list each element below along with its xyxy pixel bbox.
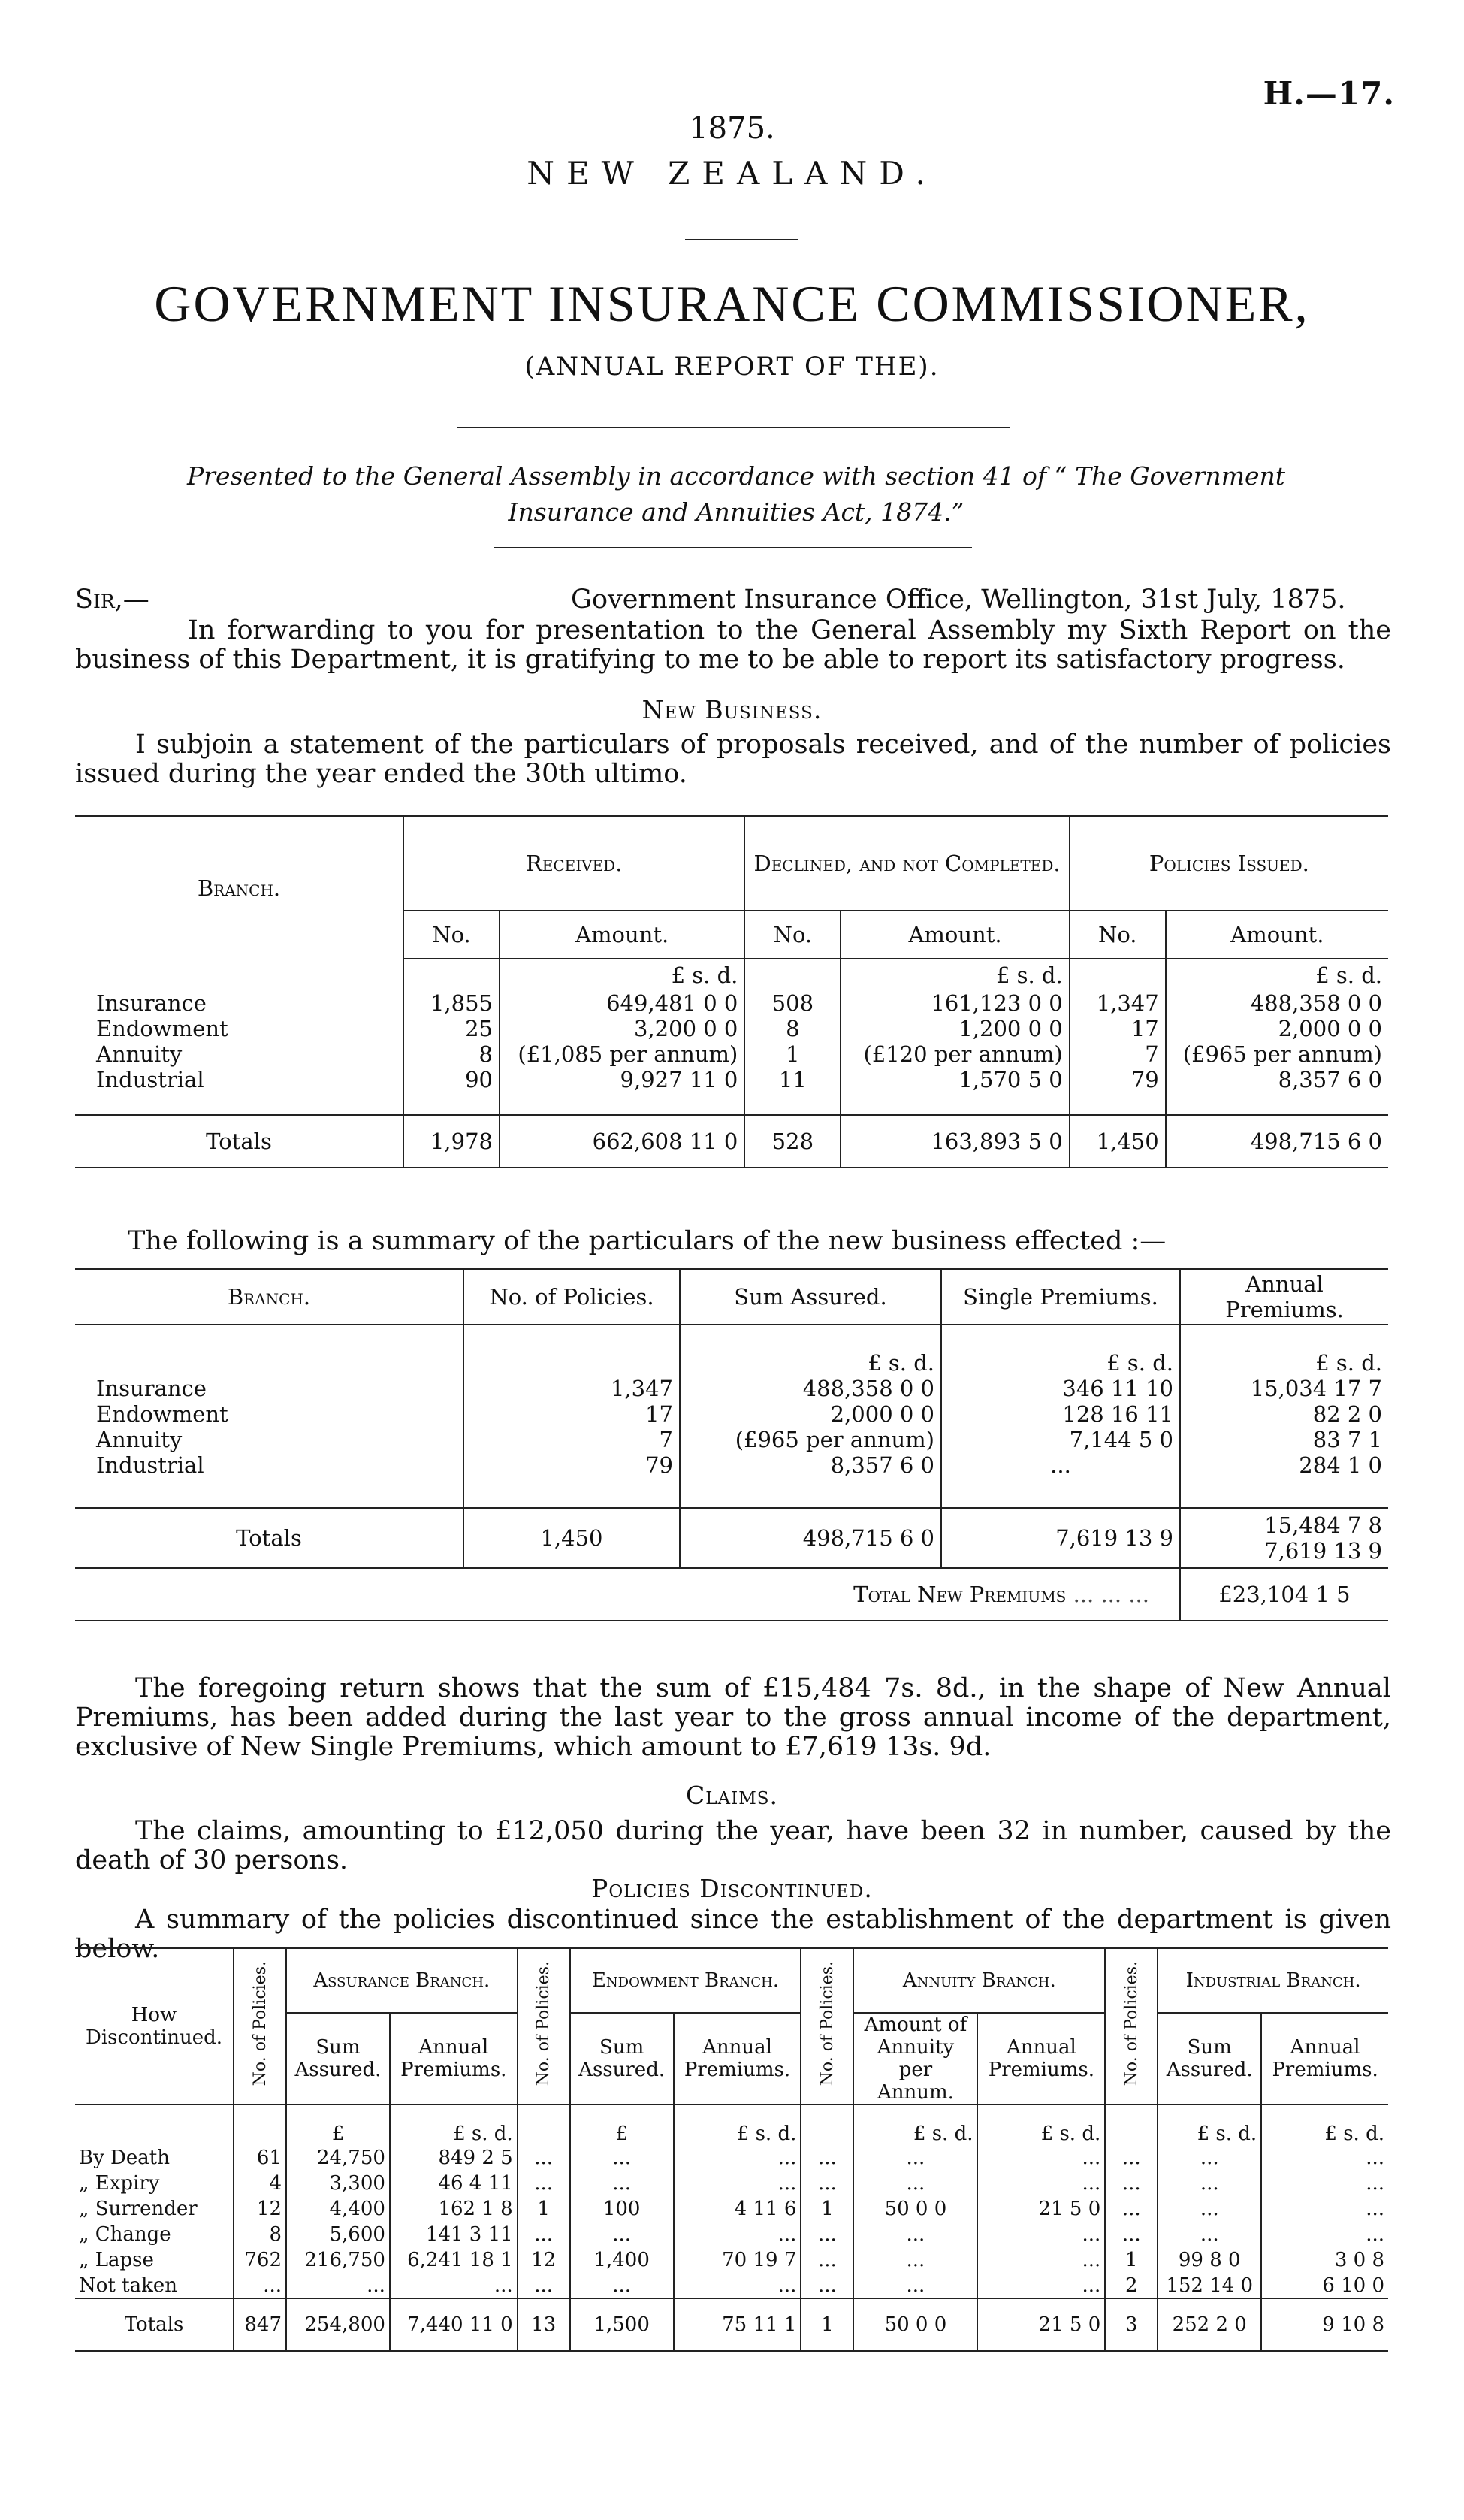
cell: 12 xyxy=(234,2196,286,2222)
paragraph-intro: In forwarding to you for presentation to the General Assembly my Sixth Report on the business of this Department, it is gratifying to me to be able to report its satisfactory progress. xyxy=(75,615,1391,675)
branch-cell: Insurance xyxy=(96,1376,207,1401)
cell: ... xyxy=(286,2273,390,2298)
table-row xyxy=(75,1041,1388,1067)
col-assurance-no xyxy=(234,1948,286,2105)
cell: 508 xyxy=(744,990,841,1016)
country-heading: NEW ZEALAND. xyxy=(527,155,937,192)
paragraph-claims: The claims, amounting to £12,050 during the year, have been 32 in number, caused by the death of 30 persons. xyxy=(75,1816,1391,1875)
branch-cell: Annuity xyxy=(96,1427,183,1452)
cell: ... xyxy=(674,2273,801,2298)
divider xyxy=(457,427,1010,428)
total-new-premiums-row xyxy=(75,1568,1388,1621)
cell: ... xyxy=(234,2273,286,2298)
report-title: GOVERNMENT INSURANCE COMMISSIONER, xyxy=(154,275,1310,332)
cell: 1 xyxy=(744,1041,841,1067)
cell: 128 16 11 xyxy=(941,1401,1180,1427)
cell: ... xyxy=(1158,2171,1261,2196)
presented-line-2: Insurance and Annuities Act, 1874.” xyxy=(508,497,964,527)
col-annuity-no xyxy=(801,1948,853,2105)
discontinued-table xyxy=(75,1947,1388,2352)
cell: 24,750 xyxy=(286,2145,390,2171)
cell: ... xyxy=(1261,2196,1388,2222)
units: £ s. d. xyxy=(841,959,1069,990)
cell: ... xyxy=(1261,2145,1388,2171)
cell: ... xyxy=(1261,2171,1388,2196)
heading-claims: Claims. xyxy=(685,1781,778,1810)
col-assurance-annual: Annual Premiums. xyxy=(390,2013,518,2105)
summary-intro: The following is a summary of the particulars of the new business effected :— xyxy=(128,1226,1167,1256)
cell: ... xyxy=(570,2171,674,2196)
table-row xyxy=(75,2196,1388,2222)
cell: 15,034 17 7 xyxy=(1180,1376,1388,1401)
cell: 3 xyxy=(1105,2298,1158,2351)
cell: 1,347 xyxy=(463,1376,680,1401)
presented-note xyxy=(150,458,1322,530)
cell: 17 xyxy=(463,1401,680,1427)
totals-row xyxy=(75,2298,1388,2351)
col-issued: Policies Issued. xyxy=(1070,816,1388,911)
units: £ s. d. xyxy=(853,2105,977,2145)
presented-line-1: Presented to the General Assembly in accordance with section 41 of “ The Government xyxy=(186,461,1286,491)
col-assurance: Assurance Branch. xyxy=(286,1948,518,2013)
report-subtitle: (ANNUAL REPORT OF THE). xyxy=(524,352,940,382)
cell: ... xyxy=(1158,2145,1261,2171)
cell: 498,715 6 0 xyxy=(680,1508,941,1568)
cell: 4 xyxy=(234,2171,286,2196)
how-cell: By Death xyxy=(79,2147,170,2169)
totals-label: Totals xyxy=(124,2313,184,2336)
cell: ... xyxy=(977,2145,1105,2171)
cell: 3 0 8 xyxy=(1261,2247,1388,2273)
branch-cell: Insurance xyxy=(96,990,207,1016)
units: £ s. d. xyxy=(941,1325,1180,1376)
annual-total-line: 7,619 13 9 xyxy=(1264,1538,1382,1564)
table-row xyxy=(75,2273,1388,2298)
col-endowment-annual: Annual Premiums. xyxy=(674,2013,801,2105)
cell: 762 xyxy=(234,2247,286,2273)
units: £ xyxy=(286,2105,390,2145)
cell: 5,600 xyxy=(286,2222,390,2247)
units: £ s. d. xyxy=(680,1325,941,1376)
new-business-table xyxy=(75,815,1388,1168)
cell: 4 11 6 xyxy=(674,2196,801,2222)
cell: 1,500 xyxy=(570,2298,674,2351)
cell: 252 2 0 xyxy=(1158,2298,1261,2351)
table-row xyxy=(75,1427,1388,1452)
totals-row xyxy=(75,1115,1388,1168)
cell: 7 xyxy=(463,1427,680,1452)
units: £ s. d. xyxy=(390,2105,518,2145)
col-assurance-no-label: No. of Policies. xyxy=(250,1961,270,2086)
cell: 162 1 8 xyxy=(390,2196,518,2222)
col-annuity-amount: Amount of Annuity per Annum. xyxy=(853,2013,977,2105)
units: £ s. d. xyxy=(500,959,744,990)
col-annuity-annual: Annual Premiums. xyxy=(977,2013,1105,2105)
units: £ s. d. xyxy=(1180,1325,1388,1376)
paragraph-foregoing: The foregoing return shows that the sum of £15,484 7s. 8d., in the shape of New Annual Premiums, has been added during the last year to the gross annual income of the department, exclusive of New Single Premiums, which amount to £7,619 13s. 9d. xyxy=(75,1673,1391,1762)
cell: ... xyxy=(1158,2222,1261,2247)
cell: 83 7 1 xyxy=(1180,1427,1388,1452)
document-reference: H.—17. xyxy=(1263,75,1395,112)
total-new-premiums-value: £23,104 1 5 xyxy=(1180,1568,1388,1621)
table-row xyxy=(75,2247,1388,2273)
cell: 8,357 6 0 xyxy=(1166,1067,1388,1092)
cell: 7,619 13 9 xyxy=(941,1508,1180,1568)
branch-cell: Endowment xyxy=(96,1401,228,1427)
cell: 9 10 8 xyxy=(1261,2298,1388,2351)
col-endowment-no-label: No. of Policies. xyxy=(534,1961,554,2086)
col-endowment: Endowment Branch. xyxy=(570,1948,801,2013)
divider xyxy=(494,547,972,548)
col-declined-amount: Amount. xyxy=(841,911,1069,959)
cell: 498,715 6 0 xyxy=(1166,1115,1388,1168)
branch-cell: Industrial xyxy=(96,1067,204,1092)
cell: ... xyxy=(853,2247,977,2273)
how-cell: „ Lapse xyxy=(79,2249,154,2271)
cell: 46 4 11 xyxy=(390,2171,518,2196)
col-declined-no: No. xyxy=(744,911,841,959)
cell: 8,357 6 0 xyxy=(680,1452,941,1478)
cell: (£1,085 per annum) xyxy=(500,1041,744,1067)
how-cell: „ Surrender xyxy=(79,2198,198,2220)
table-row xyxy=(75,2222,1388,2247)
table-row xyxy=(75,1376,1388,1401)
branch-cell: Endowment xyxy=(96,1016,228,1041)
cell: ... xyxy=(1158,2196,1261,2222)
cell: ... xyxy=(801,2222,853,2247)
divider xyxy=(685,239,798,240)
paragraph-subjoin: I subjoin a statement of the particulars of proposals received, and of the number of policies issued during the year ended the 30th ultimo. xyxy=(75,730,1391,789)
col-policies: No. of Policies. xyxy=(463,1269,680,1325)
heading-discontinued: Policies Discontinued. xyxy=(591,1874,873,1903)
cell: 70 19 7 xyxy=(674,2247,801,2273)
cell: 8 xyxy=(234,2222,286,2247)
cell: 3,200 0 0 xyxy=(500,1016,744,1041)
how-cell: Not taken xyxy=(79,2274,177,2297)
cell: 1,978 xyxy=(403,1115,500,1168)
col-annual-premiums: Annual Premiums. xyxy=(1180,1269,1388,1325)
total-new-premiums-label: Total New Premiums ... ... ... xyxy=(853,1582,1149,1607)
cell: ... xyxy=(853,2222,977,2247)
col-annuity-no-label: No. of Policies. xyxy=(817,1961,837,2086)
cell: ... xyxy=(801,2171,853,2196)
cell: ... xyxy=(518,2171,570,2196)
cell: 2,000 0 0 xyxy=(1166,1016,1388,1041)
cell: 9,927 11 0 xyxy=(500,1067,744,1092)
cell: 1,450 xyxy=(463,1508,680,1568)
table-row xyxy=(75,990,1388,1016)
table-row xyxy=(75,2171,1388,2196)
col-single-premiums: Single Premiums. xyxy=(941,1269,1180,1325)
cell: ... xyxy=(977,2247,1105,2273)
cell: 346 11 10 xyxy=(941,1376,1180,1401)
col-industrial: Industrial Branch. xyxy=(1158,1948,1388,2013)
cell: 1 xyxy=(1105,2247,1158,2273)
cell: ... xyxy=(570,2273,674,2298)
branch-cell: Industrial xyxy=(96,1452,204,1478)
paragraph-discontinued: A summary of the policies discontinued since the establishment of the department is given below. xyxy=(75,1905,1391,1964)
cell: (£120 per annum) xyxy=(841,1041,1069,1067)
how-cell: „ Change xyxy=(79,2223,171,2246)
units: £ s. d. xyxy=(1261,2105,1388,2145)
cell: 8 xyxy=(403,1041,500,1067)
cell: 13 xyxy=(518,2298,570,2351)
cell: 1,347 xyxy=(1070,990,1166,1016)
cell: (£965 per annum) xyxy=(1166,1041,1388,1067)
col-endowment-sum: Sum Assured. xyxy=(570,2013,674,2105)
annual-totals-cell xyxy=(1180,1508,1388,1568)
cell: 284 1 0 xyxy=(1180,1452,1388,1478)
cell: 21 5 0 xyxy=(977,2298,1105,2351)
cell: 50 0 0 xyxy=(853,2298,977,2351)
cell: ... xyxy=(1261,2222,1388,2247)
cell: 1,855 xyxy=(403,990,500,1016)
cell: 11 xyxy=(744,1067,841,1092)
cell: ... xyxy=(941,1452,1180,1478)
totals-label: Totals xyxy=(236,1525,302,1551)
heading-new-business: New Business. xyxy=(641,695,823,724)
table-row xyxy=(75,1067,1388,1092)
cell: ... xyxy=(853,2273,977,2298)
cell: 2,000 0 0 xyxy=(680,1401,941,1427)
cell: 7 xyxy=(1070,1041,1166,1067)
col-annuity: Annuity Branch. xyxy=(853,1948,1105,2013)
cell: ... xyxy=(674,2145,801,2171)
cell: ... xyxy=(1105,2196,1158,2222)
cell: 75 11 1 xyxy=(674,2298,801,2351)
cell: 847 xyxy=(234,2298,286,2351)
cell: ... xyxy=(570,2222,674,2247)
cell: ... xyxy=(518,2222,570,2247)
col-industrial-no-label: No. of Policies. xyxy=(1121,1961,1141,2086)
cell: 528 xyxy=(744,1115,841,1168)
cell: 79 xyxy=(1070,1067,1166,1092)
cell: (£965 per annum) xyxy=(680,1427,941,1452)
cell: ... xyxy=(853,2171,977,2196)
units: £ s. d. xyxy=(674,2105,801,2145)
cell: 7,144 5 0 xyxy=(941,1427,1180,1452)
cell: 488,358 0 0 xyxy=(1166,990,1388,1016)
cell: ... xyxy=(518,2145,570,2171)
col-received-no: No. xyxy=(403,911,500,959)
units: £ xyxy=(570,2105,674,2145)
cell: ... xyxy=(674,2171,801,2196)
col-branch: Branch. xyxy=(197,875,281,901)
cell: 849 2 5 xyxy=(390,2145,518,2171)
cell: ... xyxy=(1105,2145,1158,2171)
col-industrial-sum: Sum Assured. xyxy=(1158,2013,1261,2105)
cell: ... xyxy=(853,2145,977,2171)
totals-row xyxy=(75,1508,1388,1568)
cell: 61 xyxy=(234,2145,286,2171)
cell: 6 10 0 xyxy=(1261,2273,1388,2298)
cell: ... xyxy=(801,2247,853,2273)
total-new-label: Total New Premiums xyxy=(853,1582,1067,1607)
cell: 25 xyxy=(403,1016,500,1041)
report-year: 1875. xyxy=(689,111,775,146)
cell: ... xyxy=(977,2273,1105,2298)
col-declined: Declined, and not Completed. xyxy=(744,816,1069,911)
table-row xyxy=(75,1016,1388,1041)
cell: 99 8 0 xyxy=(1158,2247,1261,2273)
cell: 488,358 0 0 xyxy=(680,1376,941,1401)
col-issued-amount: Amount. xyxy=(1166,911,1388,959)
cell: 216,750 xyxy=(286,2247,390,2273)
cell: 152 14 0 xyxy=(1158,2273,1261,2298)
table-row xyxy=(75,1401,1388,1427)
col-received: Received. xyxy=(403,816,744,911)
cell: 21 5 0 xyxy=(977,2196,1105,2222)
cell: 8 xyxy=(744,1016,841,1041)
address-line: Government Insurance Office, Wellington, 31st July, 1875. xyxy=(571,585,1346,615)
salutation: Sir,— xyxy=(75,585,149,615)
col-how: How Discontinued. xyxy=(85,2004,222,2049)
how-cell: „ Expiry xyxy=(79,2172,160,2195)
cell: ... xyxy=(570,2145,674,2171)
cell: 4,400 xyxy=(286,2196,390,2222)
cell: ... xyxy=(801,2145,853,2171)
col-sum-assured: Sum Assured. xyxy=(680,1269,941,1325)
cell: ... xyxy=(1105,2222,1158,2247)
cell: 3,300 xyxy=(286,2171,390,2196)
col-industrial-no xyxy=(1105,1948,1158,2105)
cell: 1 xyxy=(801,2298,853,2351)
cell: 649,481 0 0 xyxy=(500,990,744,1016)
cell: 141 3 11 xyxy=(390,2222,518,2247)
totals-label: Totals xyxy=(206,1129,272,1154)
annual-total-line: 15,484 7 8 xyxy=(1264,1512,1382,1538)
col-assurance-sum: Sum Assured. xyxy=(286,2013,390,2105)
branch-cell: Annuity xyxy=(96,1041,183,1067)
cell: 100 xyxy=(570,2196,674,2222)
cell: 12 xyxy=(518,2247,570,2273)
cell: 90 xyxy=(403,1067,500,1092)
cell: 1 xyxy=(518,2196,570,2222)
cell: ... xyxy=(674,2222,801,2247)
col-industrial-annual: Annual Premiums. xyxy=(1261,2013,1388,2105)
cell: 163,893 5 0 xyxy=(841,1115,1069,1168)
cell: 1,450 xyxy=(1070,1115,1166,1168)
cell: ... xyxy=(390,2273,518,2298)
cell: 1,570 5 0 xyxy=(841,1067,1069,1092)
cell: 50 0 0 xyxy=(853,2196,977,2222)
col-branch: Branch. xyxy=(227,1284,311,1310)
units: £ s. d. xyxy=(977,2105,1105,2145)
col-received-amount: Amount. xyxy=(500,911,744,959)
cell: 1,200 0 0 xyxy=(841,1016,1069,1041)
cell: 254,800 xyxy=(286,2298,390,2351)
cell: 6,241 18 1 xyxy=(390,2247,518,2273)
cell: 2 xyxy=(1105,2273,1158,2298)
cell: 161,123 0 0 xyxy=(841,990,1069,1016)
cell: 17 xyxy=(1070,1016,1166,1041)
table-row xyxy=(75,2145,1388,2171)
cell: ... xyxy=(977,2171,1105,2196)
cell: 82 2 0 xyxy=(1180,1401,1388,1427)
cell: ... xyxy=(518,2273,570,2298)
table-row xyxy=(75,1452,1388,1478)
col-issued-no: No. xyxy=(1070,911,1166,959)
cell: 1 xyxy=(801,2196,853,2222)
cell: ... xyxy=(1105,2171,1158,2196)
cell: 7,440 11 0 xyxy=(390,2298,518,2351)
cell: 1,400 xyxy=(570,2247,674,2273)
units: £ s. d. xyxy=(1166,959,1388,990)
cell: ... xyxy=(977,2222,1105,2247)
units: £ s. d. xyxy=(1158,2105,1261,2145)
cell: 79 xyxy=(463,1452,680,1478)
cell: ... xyxy=(801,2273,853,2298)
cell: 662,608 11 0 xyxy=(500,1115,744,1168)
summary-table xyxy=(75,1268,1388,1621)
col-endowment-no xyxy=(518,1948,570,2105)
